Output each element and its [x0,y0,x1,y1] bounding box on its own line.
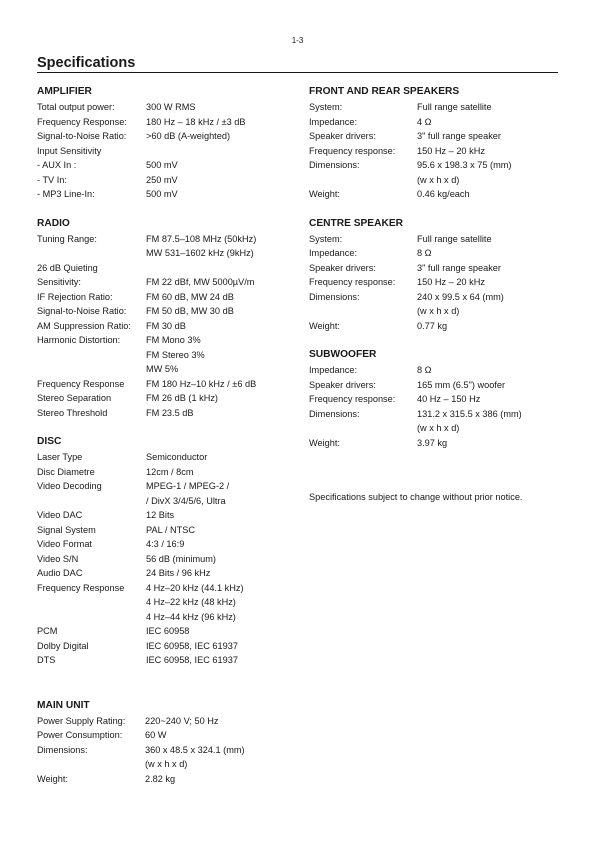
spec-value-line: MW 531–1602 kHz (9kHz) [146,248,254,258]
title-divider [37,72,558,73]
spec-value-line: 150 Hz – 20 kHz [417,277,485,287]
change-notice: Specifications subject to change without prior notice. [309,492,523,502]
spec-row [309,232,569,247]
spec-row [37,333,297,377]
spec-label: PCM [37,626,58,636]
spec-row [37,115,297,130]
spec-value [146,115,246,130]
spec-value [417,319,447,334]
spec-row [37,406,297,421]
spec-label: Weight: [309,189,340,199]
spec-row [37,391,297,406]
spec-value-line: 8 Ω [417,248,432,258]
spec-value [146,275,254,290]
section-heading: DISC [37,436,62,447]
right-column [309,85,569,505]
subwoofer-section [309,348,569,450]
spec-label: Stereo Separation [37,393,112,403]
spec-row [37,261,297,276]
spec-value [146,100,196,115]
spec-value [145,743,245,772]
spec-row [309,115,569,130]
spec-value [145,772,175,787]
spec-row [37,581,297,625]
section-heading: FRONT AND REAR SPEAKERS [309,86,460,97]
spec-value-line: 165 mm (6.5") woofer [417,379,506,390]
spec-value-line: (w x h x d) [417,306,460,316]
centre-speaker-section [309,217,569,334]
spec-label: Video Format [37,539,92,549]
spec-value [146,537,184,552]
spec-label: Signal-to-Noise Ratio: [37,306,127,316]
spec-label: Stereo Threshold [37,407,108,418]
spec-value-line: 131.2 x 315.5 x 386 (mm) [417,408,522,419]
spec-label: Speaker drivers: [309,262,376,273]
spec-row [37,290,297,305]
spec-value-line: 2.82 kg [145,773,176,784]
spec-value-line: FM 87.5–108 MHz (50kHz) [146,233,257,244]
spec-value-line: 95.6 x 198.3 x 75 (mm) [417,160,512,170]
spec-row [37,523,297,538]
spec-value [417,290,504,319]
spec-row [37,377,297,392]
spec-value [146,187,178,202]
spec-row [37,158,297,173]
spec-value-line: >60 dB (A-weighted) [146,131,231,141]
spec-value-line: 40 Hz – 150 Hz [417,394,481,404]
spec-value [145,714,218,729]
spec-value-line: 4:3 / 16:9 [146,539,185,549]
spec-row [37,275,297,290]
spec-value-line: 3.97 kg [417,437,448,448]
spec-row [37,465,297,480]
spec-row [37,552,297,567]
spec-label: Dimensions: [309,408,360,419]
spec-value-line: PAL / NTSC [146,524,196,535]
spec-value-line: IEC 60958 [146,626,190,636]
spec-label: Frequency response: [309,394,396,404]
spec-row [37,772,297,787]
spec-value-line: / DivX 3/4/5/6, Ultra [146,495,226,506]
spec-label: Frequency response: [309,277,396,287]
spec-value-line: 4 Hz–22 kHz (48 kHz) [146,597,236,607]
spec-row [309,407,569,436]
radio-section [37,217,297,421]
main-unit-section [37,699,297,787]
page-title: Specifications [37,55,136,71]
spec-value-line: 12 Bits [146,510,175,520]
spec-value-line: FM 180 Hz–10 kHz / ±6 dB [146,378,257,389]
spec-label: Video DAC [37,510,83,520]
spec-label: System: [309,233,343,244]
spec-row [37,173,297,188]
spec-label: Impedance: [309,365,358,375]
spec-value [146,508,174,523]
spec-value-line: 4 Hz–20 kHz (44.1 kHz) [146,582,244,593]
section-heading: SUBWOOFER [309,349,377,360]
left-column [37,85,297,786]
spec-value [417,129,501,144]
spec-row [309,392,569,407]
spec-value [146,304,234,319]
spec-value [146,566,210,581]
spec-row [309,319,569,334]
spec-row [309,378,569,393]
spec-label: Power Supply Rating: [37,715,126,726]
spec-row [309,261,569,276]
spec-row [37,624,297,639]
spec-label: AM Suppression Ratio: [37,320,131,331]
spec-row [309,290,569,319]
spec-value [146,465,193,480]
spec-row [37,319,297,334]
spec-label: Dimensions: [309,160,360,170]
spec-row [37,508,297,523]
spec-row [309,275,569,290]
spec-value [146,581,244,625]
spec-value-line: 150 Hz – 20 kHz [417,145,485,156]
spec-label: Total output power: [37,102,115,112]
spec-label: Signal-to-Noise Ratio: [37,131,127,141]
spec-value-line: 240 x 99.5 x 64 (mm) [417,291,504,302]
spec-label: DTS [37,655,56,665]
section-heading: AMPLIFIER [37,86,92,97]
spec-label: Impedance: [309,248,358,258]
spec-label: Dimensions: [37,744,88,755]
spec-value [417,158,511,187]
spec-row [309,144,569,159]
spec-value [146,479,229,508]
spec-value [146,129,230,144]
front-rear-speakers-section [309,85,569,202]
spec-value-line: 300 W RMS [146,102,196,112]
spec-label: Impedance: [309,116,358,127]
spec-value-line: 8 Ω [417,365,432,375]
spec-label: Video S/N [37,553,79,564]
spec-label: Weight: [309,437,340,448]
spec-value [417,246,432,261]
spec-value [417,363,432,378]
section-heading: RADIO [37,217,70,229]
spec-row [309,100,569,115]
spec-value-line: 180 Hz – 18 kHz / ±3 dB [146,116,246,127]
spec-row [37,728,297,743]
spec-value [145,728,166,743]
spec-label: Weight: [37,773,68,784]
spec-value [146,333,205,377]
spec-value-line: MPEG-1 / MPEG-2 / [146,481,230,491]
spec-value-line: Full range satellite [417,102,492,112]
section-heading: MAIN UNIT [37,699,90,711]
spec-row [37,232,297,261]
spec-value-line: IEC 60958, IEC 61937 [146,655,238,665]
spec-value [417,144,485,159]
spec-label: - AUX In : [37,160,77,170]
spec-label: IF Rejection Ratio: [37,291,113,302]
spec-value [146,523,195,538]
spec-value [146,173,178,188]
spec-value-line: (w x h x d) [145,759,188,769]
spec-label: Power Consumption: [37,730,123,740]
spec-label: Signal System [37,524,96,535]
spec-value-line: 60 W [145,730,167,740]
spec-value-line: FM 22 dBf, MW 5000µV/m [146,277,255,287]
spec-value [146,639,238,654]
spec-value [417,261,501,276]
spec-label: System: [309,102,343,112]
spec-value [417,232,492,247]
spec-value [417,187,470,202]
spec-value-line: (w x h x d) [417,174,460,185]
spec-label: Speaker drivers: [309,379,376,390]
spec-value-line: 0.77 kg [417,320,448,331]
spec-value [417,407,522,436]
spec-value [146,406,194,421]
spec-row [37,714,297,729]
spec-value-line: 12cm / 8cm [146,466,194,477]
spec-label: Frequency Response: [37,116,127,127]
spec-value [146,290,234,305]
spec-value [146,653,238,668]
spec-label: Harmonic Distortion: [37,335,121,345]
spec-value-line: FM Mono 3% [146,335,201,345]
spec-value [146,391,218,406]
spec-label: Disc Diametre [37,466,95,477]
spec-row [37,653,297,668]
spec-value [417,115,432,130]
disc-section [37,435,297,668]
spec-row [309,158,569,187]
spec-value-line: 360 x 48.5 x 324.1 (mm) [145,744,245,755]
spec-row [37,304,297,319]
spec-row [37,743,297,772]
spec-value-line: 4 Hz–44 kHz (96 kHz) [146,611,236,622]
spec-label: Speaker drivers: [309,131,376,141]
section-heading: CENTRE SPEAKER [309,217,403,229]
spec-label: Dimensions: [309,291,360,302]
spec-row [37,537,297,552]
spec-value-line: 4 Ω [417,116,432,127]
spec-row [37,479,297,508]
spec-label: Frequency Response [37,378,125,389]
spec-label: Tuning Range: [37,233,97,244]
spec-row [37,129,297,144]
spec-label: Weight: [309,320,340,331]
spec-value-line: 3" full range speaker [417,131,501,141]
spec-row [37,639,297,654]
spec-value-line: Full range satellite [417,233,492,244]
spec-value-line: FM Stereo 3% [146,349,205,360]
spec-label: Dolby Digital [37,640,89,651]
spec-value-line: (w x h x d) [417,423,460,433]
spec-row [309,129,569,144]
spec-value [146,450,207,465]
spec-value-line: 56 dB (minimum) [146,553,216,564]
spec-value [417,436,447,451]
spec-value-line: 500 mV [146,160,178,170]
page-number: 1-3 [291,36,304,45]
spec-value [146,552,216,567]
spec-value [146,319,186,334]
spec-value-line: FM 50 dB, MW 30 dB [146,306,234,316]
spec-value-line: 24 Bits / 96 kHz [146,568,211,578]
spec-value [146,377,256,392]
spec-label: Audio DAC [37,568,83,578]
spec-value-line: FM 23.5 dB [146,407,194,418]
spec-row [37,144,297,159]
spec-value [417,275,485,290]
spec-value [417,100,492,115]
spec-value [417,392,480,407]
spec-value-line: FM 26 dB (1 kHz) [146,393,218,403]
spec-label: - TV In: [37,174,67,185]
spec-value-line: 3" full range speaker [417,262,501,273]
spec-label: - MP3 Line-In: [37,189,95,199]
spec-value-line: FM 60 dB, MW 24 dB [146,291,234,302]
spec-value-line: FM 30 dB [146,320,186,331]
spec-row [309,436,569,451]
spec-label: Input Sensitivity [37,145,102,156]
spec-value-line: 0.46 kg/each [417,189,470,199]
spec-label: Frequency Response [37,582,125,593]
spec-label: 26 dB Quieting [37,262,98,273]
spec-row [309,187,569,202]
spec-value [146,232,256,261]
spec-value-line: Semiconductor [146,452,208,462]
spec-label: Laser Type [37,452,83,462]
spec-label: Video Decoding [37,481,102,491]
spec-value [146,624,189,639]
spec-row [37,566,297,581]
spec-value-line: MW 5% [146,364,179,374]
spec-value [146,158,178,173]
spec-value-line: 220~240 V; 50 Hz [145,715,219,726]
spec-value [417,378,505,393]
spec-value-line: 250 mV [146,174,178,185]
spec-label: Sensitivity: [37,277,81,287]
spec-row [37,187,297,202]
spec-row [37,100,297,115]
spec-label: Frequency response: [309,145,396,156]
amplifier-section [37,85,297,202]
spec-row [37,450,297,465]
spec-value-line: 500 mV [146,189,178,199]
spec-value-line: IEC 60958, IEC 61937 [146,640,238,651]
spec-row [309,363,569,378]
spec-row [309,246,569,261]
